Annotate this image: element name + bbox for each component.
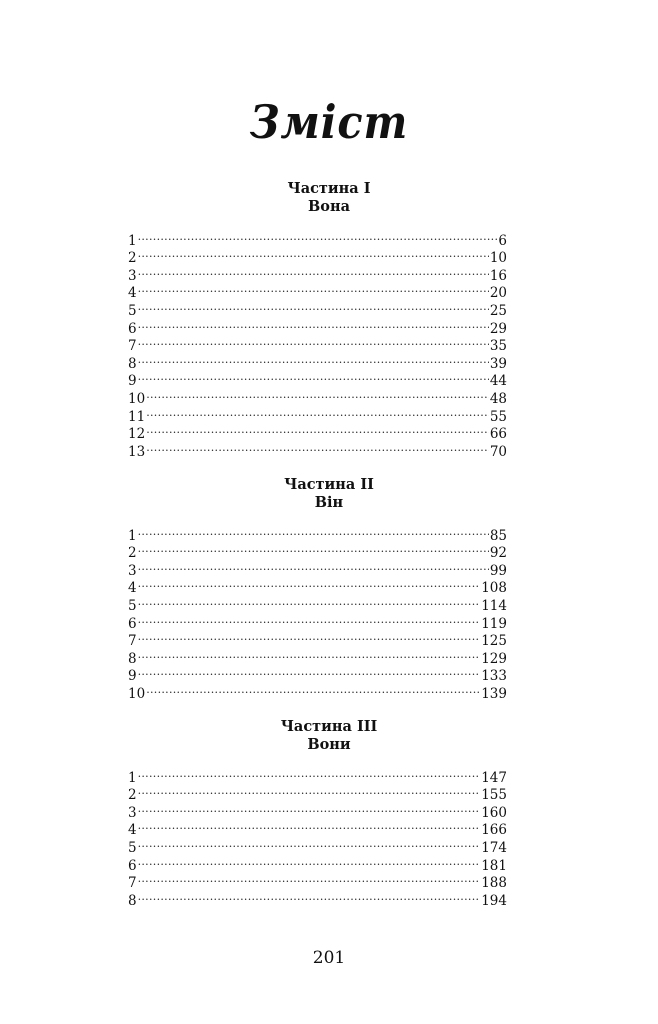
dot-leader — [138, 315, 489, 333]
toc-entry-page: 99 — [489, 562, 507, 579]
toc-entry-page: 70 — [489, 443, 507, 460]
toc-entry-number: 3 — [128, 804, 137, 821]
toc-entry-page: 85 — [489, 527, 507, 544]
part-heading: Частина II — [284, 476, 374, 493]
dot-leader — [138, 817, 481, 835]
toc-entry-page: 139 — [481, 685, 507, 702]
toc-entry — [128, 315, 507, 337]
dot-leader — [138, 557, 489, 575]
toc-entry — [128, 887, 507, 909]
toc-entry-number: 9 — [128, 668, 137, 685]
dot-leader — [146, 438, 489, 456]
dot-leader — [138, 610, 481, 628]
dot-leader — [146, 385, 489, 403]
toc-entry-number: 3 — [128, 267, 137, 284]
toc-entry — [128, 438, 507, 460]
toc-entry — [128, 680, 507, 702]
toc-entry — [128, 575, 507, 597]
toc-entry — [128, 592, 507, 614]
part-2-header — [0, 476, 658, 512]
toc-entry — [128, 245, 507, 267]
toc-entry — [128, 385, 507, 407]
dot-leader — [146, 680, 480, 698]
toc-entry-number: 10 — [128, 685, 146, 702]
toc-entry — [128, 403, 507, 425]
dot-leader — [138, 764, 481, 782]
dot-leader — [146, 421, 489, 439]
toc-entry-page: 194 — [481, 892, 507, 909]
dot-leader — [138, 540, 489, 558]
toc-entry — [128, 782, 507, 804]
toc-entry-number: 4 — [128, 285, 137, 302]
toc-entry — [128, 610, 507, 632]
toc-entry-page: 166 — [481, 822, 507, 839]
dot-leader — [138, 522, 489, 540]
toc-entry-number: 8 — [128, 892, 137, 909]
toc-entry-number: 7 — [128, 633, 137, 650]
dot-leader — [138, 782, 481, 800]
toc-entry-number: 2 — [128, 787, 137, 804]
toc-entry — [128, 870, 507, 892]
part-heading: Частина III — [280, 718, 378, 735]
toc-entry-number: 4 — [128, 580, 137, 597]
dot-leader — [138, 280, 489, 298]
dot-leader — [138, 663, 481, 681]
toc-entry — [128, 421, 507, 443]
toc-entry-number: 12 — [128, 426, 146, 443]
dot-leader — [138, 799, 481, 817]
dot-leader — [138, 297, 489, 315]
toc-entry — [128, 645, 507, 667]
dot-leader — [146, 403, 489, 421]
toc-entry-number: 6 — [128, 857, 137, 874]
toc-entry-number: 11 — [128, 408, 146, 425]
toc-entry-page: 48 — [489, 390, 507, 407]
toc-entry-number: 5 — [128, 597, 137, 614]
toc-entry-number: 2 — [128, 250, 137, 267]
toc-entry — [128, 333, 507, 355]
toc-entry-page: 44 — [489, 373, 507, 390]
toc-entry-number: 8 — [128, 355, 137, 372]
toc-entry-page: 133 — [481, 668, 507, 685]
toc-entry-number: 1 — [128, 232, 137, 249]
part-heading: Частина I — [287, 180, 371, 197]
part-1-header — [0, 180, 658, 216]
toc-entry — [128, 663, 507, 685]
toc-entry-number: 2 — [128, 545, 137, 562]
dot-leader — [138, 227, 498, 245]
part-subtitle: Вона — [308, 198, 350, 215]
dot-leader — [138, 592, 481, 610]
toc-entry-page: 66 — [489, 426, 507, 443]
toc-entry — [128, 262, 507, 284]
toc-entry — [128, 817, 507, 839]
toc-entry-page: 39 — [489, 355, 507, 372]
toc-entry-page: 25 — [489, 302, 507, 319]
toc-entry-page: 188 — [481, 875, 507, 892]
dot-leader — [138, 887, 481, 905]
toc-entry-number: 1 — [128, 527, 137, 544]
toc-entry — [128, 522, 507, 544]
dot-leader — [138, 870, 481, 888]
toc-entry-number: 10 — [128, 390, 146, 407]
dot-leader — [138, 262, 489, 280]
toc-entry-page: 114 — [481, 597, 507, 614]
toc-entry-page: 119 — [481, 615, 507, 632]
toc-entry-number: 9 — [128, 373, 137, 390]
toc-entry — [128, 557, 507, 579]
toc-entry-number: 3 — [128, 562, 137, 579]
toc-entry-page: 174 — [481, 839, 507, 856]
toc-entry-number: 7 — [128, 875, 137, 892]
toc-entry — [128, 799, 507, 821]
toc-entry-page: 29 — [489, 320, 507, 337]
toc-entry-number: 4 — [128, 822, 137, 839]
toc-entry — [128, 540, 507, 562]
toc-entry-number: 7 — [128, 338, 137, 355]
toc-entry-page: 181 — [481, 857, 507, 874]
toc-entry-number: 8 — [128, 650, 137, 667]
toc-entry-page: 6 — [498, 232, 507, 249]
part-3-toc — [128, 764, 507, 909]
toc-entry-number: 6 — [128, 320, 137, 337]
toc-entry — [128, 350, 507, 372]
toc-entry — [128, 297, 507, 319]
part-subtitle: Він — [314, 494, 344, 511]
toc-entry-page: 155 — [481, 787, 507, 804]
toc-entry — [128, 280, 507, 302]
part-1-toc — [128, 227, 507, 460]
toc-entry-page: 55 — [489, 408, 507, 425]
toc-entry — [128, 834, 507, 856]
toc-entry — [128, 628, 507, 650]
toc-entry — [128, 852, 507, 874]
toc-entry — [128, 764, 507, 786]
toc-entry-page: 10 — [489, 250, 507, 267]
toc-entry-page: 35 — [489, 338, 507, 355]
dot-leader — [138, 852, 481, 870]
toc-entry — [128, 227, 507, 249]
toc-entry-page: 125 — [481, 633, 507, 650]
page-number: 201 — [312, 948, 346, 968]
toc-entry-page: 92 — [489, 545, 507, 562]
part-subtitle: Вони — [307, 736, 351, 753]
toc-entry-number: 5 — [128, 302, 137, 319]
toc-entry-number: 6 — [128, 615, 137, 632]
toc-entry-page: 129 — [481, 650, 507, 667]
dot-leader — [138, 834, 481, 852]
toc-entry-number: 13 — [128, 443, 146, 460]
toc-entry-page: 108 — [481, 580, 507, 597]
part-2-toc — [128, 522, 507, 702]
dot-leader — [138, 368, 489, 386]
toc-entry — [128, 368, 507, 390]
dot-leader — [138, 333, 489, 351]
toc-entry-page: 20 — [489, 285, 507, 302]
toc-entry-number: 5 — [128, 839, 137, 856]
toc-entry-number: 1 — [128, 769, 137, 786]
dot-leader — [138, 645, 481, 663]
toc-entry-page: 160 — [481, 804, 507, 821]
toc-entry-page: 147 — [481, 769, 507, 786]
part-3-header — [0, 718, 658, 754]
dot-leader — [138, 350, 489, 368]
dot-leader — [138, 245, 489, 263]
toc-entry-page: 16 — [489, 267, 507, 284]
dot-leader — [138, 575, 481, 593]
dot-leader — [138, 628, 481, 646]
page-title: Зміст — [249, 95, 409, 149]
